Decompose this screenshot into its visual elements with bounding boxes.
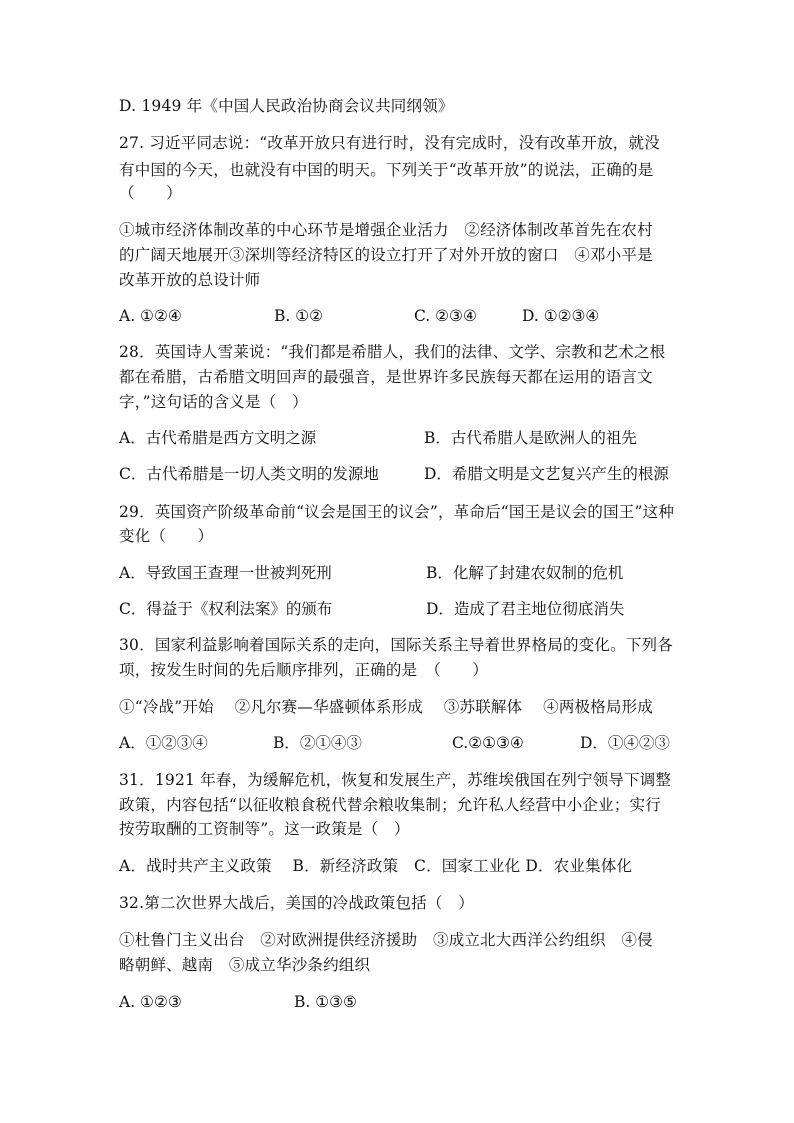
q30-option-b: B．②①④③ <box>273 734 362 752</box>
q31-stem-line-2: 政策，内容包括“以征收粮食税代替余粮收集制；允许私人经营中小企业；实行 <box>119 796 661 814</box>
q27-stem-line-3: （ ） <box>119 184 182 202</box>
q28-option-c: C．古代希腊是一切人类文明的发源地 <box>119 465 379 483</box>
q27-statements-line-1: ①城市经济体制改革的中心环节是增强企业活力 ②经济体制改革首先在农村 <box>119 221 653 239</box>
q32-option-b: B. ①③⑤ <box>294 993 357 1011</box>
q27-statements-line-3: 改革开放的总设计师 <box>119 271 261 289</box>
q27-option-a: A. ①②④ <box>119 307 182 325</box>
q30-stem-line-1: 30．国家利益影响着国际关系的走向，国际关系主导着世界格局的变化。下列各 <box>119 636 673 654</box>
q29-option-c: C．得益于《权利法案》的颁布 <box>119 600 333 618</box>
q30-option-d: D．①④②③ <box>580 734 670 752</box>
q27-statements-line-2: 的广阔天地展开③深圳等经济特区的设立打开了对外开放的窗口 ④邓小平是 <box>119 246 653 264</box>
q29-option-a: A．导致国王查理一世被判死刑 <box>119 564 332 582</box>
q32-stem: 32.第二次世界大战后，美国的冷战政策包括（ ） <box>119 894 474 912</box>
q29-stem-line-1: 29．英国资产阶级革命前“议会是国王的议会”，革命后“国王是议会的国王”这种 <box>119 503 675 521</box>
q30-option-c: C.②①③④ <box>452 734 524 752</box>
q27-option-c: C. ②③④ <box>414 307 477 325</box>
q27-option-d: D. ①②③④ <box>522 307 600 325</box>
q31-options: A．战时共产主义政策 B．新经济政策 C．国家工业化 D．农业集体化 <box>119 857 633 875</box>
q31-stem-line-1: 31．1921 年春，为缓解危机，恢复和发展生产，苏维埃俄国在列宁领导下调整 <box>119 771 672 789</box>
q32-statements-line-2: 略朝鲜、越南 ⑤成立华沙条约组织 <box>119 956 371 974</box>
q28-stem-line-1: 28．英国诗人雪莱说：“我们都是希腊人，我们的法律、文学、宗教和艺术之根 <box>119 343 666 361</box>
q26-option-d: D. 1949 年《中国人民政治协商会议共同纲领》 <box>119 97 454 115</box>
q31-stem-line-3: 按劳取酬的工资制等”。这一政策是（ ） <box>119 820 410 838</box>
q28-stem-line-3: 字，”这句话的含义是（ ） <box>119 393 308 411</box>
q27-stem-line-2: 有中国的今天，也就没有中国的明天。下列关于“改革开放”的说法，正确的是 <box>119 161 654 179</box>
q28-stem-line-2: 都在希腊，古希腊文明回声的最强音，是世界许多民族每天都在运用的语言文 <box>119 368 653 386</box>
q32-option-a: A. ①②③ <box>119 993 182 1011</box>
q30-statements: ①“冷战”开始 ②凡尔赛—华盛顿体系形成 ③苏联解体 ④两极格局形成 <box>119 698 654 716</box>
q27-stem-line-1: 27. 习近平同志说：“改革开放只有进行时，没有完成时，没有改革开放，就没 <box>119 134 660 152</box>
q27-option-b: B. ①② <box>274 307 324 325</box>
q29-option-d: D．造成了君主地位彻底消失 <box>426 600 625 618</box>
q32-statements-line-1: ①杜鲁门主义出台 ②对欧洲提供经济援助 ③成立北大西洋公约组织 ④侵 <box>119 931 653 949</box>
q28-option-a: A．古代希腊是西方文明之源 <box>119 429 317 447</box>
q28-option-b: B．古代希腊人是欧洲人的祖先 <box>424 429 637 447</box>
q29-stem-line-2: 变化（ ） <box>119 527 214 545</box>
q28-option-d: D．希腊文明是文艺复兴产生的根源 <box>424 465 669 483</box>
q30-stem-line-2: 项，按发生时间的先后顺序排列，正确的是 （ ） <box>119 661 489 679</box>
q29-option-b: B．化解了封建农奴制的危机 <box>426 564 624 582</box>
q30-option-a: A．①②③④ <box>119 734 208 752</box>
